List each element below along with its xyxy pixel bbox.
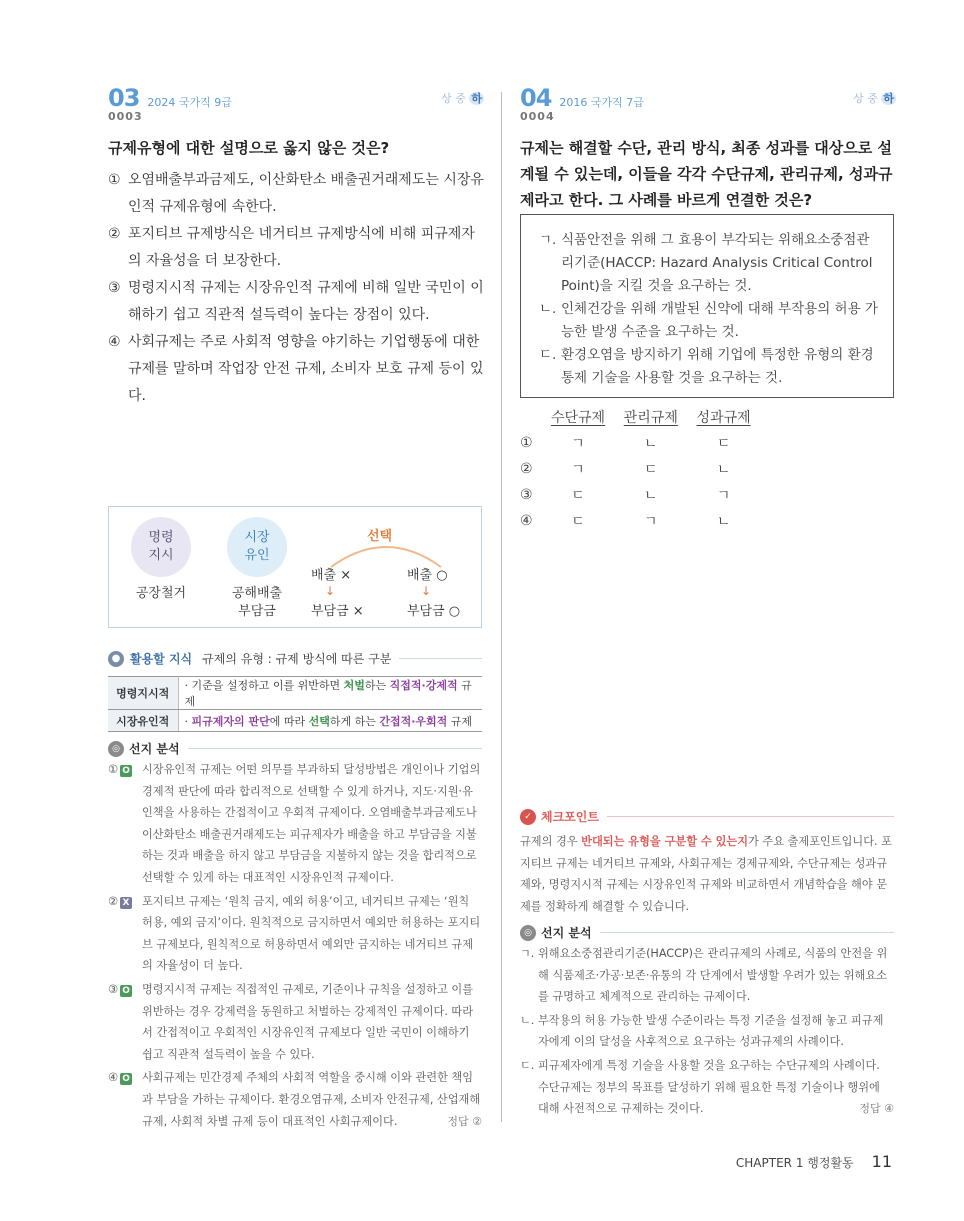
- left-analysis: [108, 740, 482, 1132]
- option-3: ③ 명령지시적 규제는 시장유인적 규제에 비해 일반 국민이 이해하기 쉽고 직관적 설득력이 높다는 장점이 있다.: [108, 280, 484, 323]
- table-row: ③ ㄷ ㄴ ㄱ: [520, 487, 731, 504]
- question-number: 03: [108, 84, 140, 112]
- chapter-label: CHAPTER 1 행정활동: [735, 1156, 854, 1170]
- correct-mark-icon: O: [120, 985, 132, 997]
- check-icon: ✓: [520, 809, 536, 825]
- question-text: 규제는 해결할 수단, 관리 방식, 최종 성과를 대상으로 설계될 수 있는데, 이들을 각각 수단규제, 관리규제, 성과규제라고 한다. 그 사례를 바르게 연결한 것은?: [520, 139, 893, 209]
- answer-label: 정답 ②: [447, 1114, 482, 1128]
- analysis-item-3: ③ O 명령지시적 규제는 직접적인 규제로, 기준이나 규칙을 설정하고 이를 위반하는 경우 강제력을 동원하고 처벌하는 강제적인 규제이다. 따라서 간접적이고 우회적인 시장유인적 규제보다 일반 국민이 이해하기 쉽고 직관적 설득력이 높을 수 있다.: [108, 982, 474, 1061]
- table-header: 수단규제 관리규제 성과규제: [550, 410, 751, 426]
- magnifier-icon: ◎: [108, 741, 124, 757]
- magnifier-icon: ◎: [520, 925, 536, 941]
- question-source: 2016 국가직 7급: [559, 96, 644, 109]
- emit-x: 배출 ×: [311, 568, 352, 583]
- example-item: ㄱ. 식품안전을 위해 그 효용이 부각되는 위해요소중점관리기준(HACCP: Hazard Analysis Critical Control Point)을 지킬 것을 요구하는 것.: [539, 232, 873, 294]
- checkpoint-text: 규제의 경우 반대되는 유형을 구분할 수 있는지가 주요 출제포인트입니다. 포지티브 규제는 네거티브 규제와, 사회규제는 경제규제와, 수단규제는 성과규제와, 명령지시적 규제는 시장유인적 규제와 비교하면서 개념학습을 해야 문제를 정확하게 해결할 수 있습니다.: [520, 835, 892, 913]
- correct-mark-icon: O: [120, 765, 132, 777]
- row-head: 명령지시적: [108, 677, 178, 710]
- right-analysis: [520, 924, 894, 1120]
- question-header: [520, 84, 896, 112]
- regulation-diagram: [108, 506, 482, 628]
- arrow-down-icon: ↓: [421, 584, 432, 598]
- arrow-down-icon: ↓: [325, 584, 336, 598]
- question-code: 0004: [520, 110, 555, 123]
- analysis-item-c: ㄷ. 피규제자에게 특정 기술을 사용할 것을 요구하는 수단규제의 사례이다. 수단규제는 정부의 목표를 달성하기 위해 필요한 특정 기술이나 행위에 대해 사전적으로 규제하는 것이다. 정답 ④: [520, 1055, 894, 1120]
- knowledge-title: 규제의 유형 : 규제 방식에 따른 구분: [202, 652, 392, 666]
- analysis-header: ◎ 선지 분석: [108, 740, 482, 757]
- page-number: 11: [871, 1152, 892, 1171]
- example-item: ㄴ. 인체건강을 위해 개발된 신약에 대해 부작용의 허용 가능한 발생 수준을 요구하는 것.: [539, 301, 878, 340]
- table-row: [108, 710, 482, 732]
- question-header: [108, 84, 484, 112]
- page-footer: [736, 1152, 892, 1171]
- option-2: ② 포지티브 규제방식은 네거티브 규제방식에 비해 피규제자의 자율성을 더 보장한다.: [108, 226, 475, 269]
- option-4: ④ 사회규제는 주로 사회적 영향을 야기하는 기업행동에 대한 규제를 말하며 작업장 안전 규제, 소비자 보호 규제 등이 있다.: [108, 334, 484, 404]
- label-factory: 공장철거: [135, 586, 187, 601]
- table-row: ② ㄱ ㄷ ㄴ: [520, 461, 731, 478]
- row-head: 시장유인적: [108, 710, 178, 732]
- row-desc: · 기준을 설정하고 이를 위반하면 처벌하는 직접적·강제적 규제: [178, 677, 482, 710]
- question-number: 04: [520, 84, 552, 112]
- analysis-item-a: ㄱ. 위해요소중점관리기준(HACCP)은 관리규제의 사례로, 식품의 안전을 위해 식품제조·가공·보존·유통의 각 단계에서 발생할 우려가 있는 위해요소를 규명하고 체계적으로 관리하는 규제이다.: [520, 947, 888, 1004]
- example-item: ㄷ. 환경오염을 방지하기 위해 기업에 특정한 유형의 환경통제 기술을 사용할 것을 요구하는 것.: [539, 347, 874, 386]
- example-box: [520, 214, 894, 398]
- difficulty-level: 상 중 하: [853, 92, 894, 105]
- analysis-item-4: ④ O 사회규제는 민간경제 주체의 사회적 역할을 중시해 이와 관련한 책임과 부담을 가하는 규제이다. 환경오염규제, 소비자 안전규제, 산업재해규제, 사회적 차별 규제 등이 대표적인 사회규제이다. 정답 ②: [108, 1067, 482, 1132]
- lightbulb-icon: ●: [108, 651, 124, 667]
- charge-x: 부담금 ×: [311, 604, 364, 619]
- select-label: 선택: [367, 529, 393, 544]
- question-text: 규제유형에 대한 설명으로 옳지 않은 것은?: [108, 139, 390, 157]
- analysis-item-1: ① O 시장유인적 규제는 어떤 의무를 부과하되 달성방법은 개인이나 기업의 경제적 판단에 따라 합리적으로 선택할 수 있게 하거나, 지도·지원·유인책을 사용하는 간접적이고 우회적 규제이다. 오염배출부과금제도나 이산화탄소 배출권거래제도는 피규제자가 배출을 하고 부담금을 지불하는 것과 배출을 하지 않고 부담금을 지불하지 않는 것을 합리적으로 선택할 수 있게 하는 대표적인 시장유인적 규제이다.: [108, 763, 481, 884]
- answer-table: [520, 404, 760, 534]
- checkpoint-header: ✓ 체크포인트: [520, 808, 894, 825]
- analysis-item-2: ② X 포지티브 규제는 ‘원칙 금지, 예외 허용’이고, 네거티브 규제는 ‘원칙 허용, 예외 금지’이다. 원칙적으로 금지하면서 예외만 허용하는 포지티브 규제보다, 원칙적으로 허용하면서 예외만 금지하는 네거티브 규제의 자율성이 더 높다.: [108, 894, 481, 973]
- table-row: [108, 677, 482, 710]
- answer-label: 정답 ④: [859, 1102, 894, 1116]
- label-emission: 공해배출 부담금: [231, 586, 283, 619]
- question-code: 0003: [108, 110, 143, 123]
- knowledge-label: 활용할 지식: [130, 652, 193, 666]
- wrong-mark-icon: X: [120, 897, 132, 909]
- table-row: ④ ㄷ ㄱ ㄴ: [520, 513, 731, 530]
- analysis-item-b: ㄴ. 부작용의 허용 가능한 발생 수준이라는 특정 기준을 설정해 놓고 피규제자에게 이의 달성을 사후적으로 요구하는 성과규제의 사례이다.: [520, 1013, 884, 1049]
- row-desc: · 피규제자의 판단에 따라 선택하게 하는 간접적·우회적 규제: [178, 710, 482, 732]
- correct-mark-icon: O: [120, 1073, 132, 1085]
- emit-o: 배출 ○: [407, 568, 448, 583]
- market-circle: 시장 유인: [227, 517, 287, 577]
- question-04: [520, 84, 896, 213]
- table-row: ① ㄱ ㄴ ㄷ: [520, 435, 731, 452]
- knowledge-rule: [399, 658, 482, 659]
- checkpoint: [520, 808, 894, 917]
- knowledge-header: [108, 650, 482, 667]
- command-circle: 명령 지시: [131, 517, 191, 577]
- option-list: [108, 167, 484, 410]
- analysis-header: ◎ 선지 분석: [520, 924, 894, 941]
- option-1: ① 오염배출부과금제도, 이산화탄소 배출권거래제도는 시장유인적 규제유형에 속한다.: [108, 172, 484, 215]
- question-source: 2024 국가직 9급: [147, 96, 232, 109]
- charge-o: 부담금 ○: [407, 604, 461, 619]
- difficulty-level: 상 중 하: [441, 92, 482, 105]
- question-03: [108, 84, 484, 410]
- knowledge-table: [108, 676, 482, 732]
- column-divider: [501, 92, 502, 1122]
